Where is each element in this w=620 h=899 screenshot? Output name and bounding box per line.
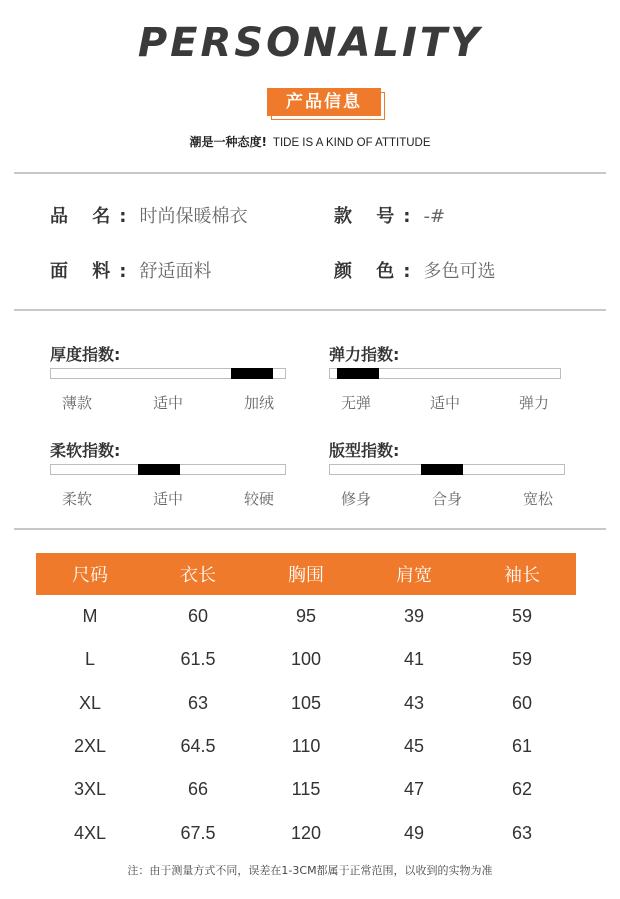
table-cell: M [82, 606, 98, 627]
column-header: 衣长 [144, 553, 252, 595]
index-marker [138, 464, 180, 475]
tagline [0, 133, 620, 150]
table-cell: 63 [511, 822, 533, 843]
table-cell: 63 [187, 692, 209, 713]
table-cell: 4XL [73, 822, 107, 843]
table-cell: 95 [295, 606, 317, 627]
index-title: 弹力指数: [329, 345, 400, 364]
index-fit [329, 438, 565, 509]
table-cell: 62 [511, 779, 533, 800]
table-row [36, 811, 576, 854]
tagline-cn: 潮是一种态度! [189, 135, 267, 149]
info-fabric [50, 257, 211, 283]
index-bar [329, 464, 565, 475]
table-cell: 100 [290, 649, 322, 670]
table-cell: 59 [511, 649, 533, 670]
table-row [36, 725, 576, 768]
index-label: 宽松 [522, 490, 553, 508]
info-color-value: 多色可选 [423, 261, 496, 282]
table-cell: 61 [511, 736, 533, 757]
index-bar [50, 464, 286, 475]
index-marker [231, 368, 273, 379]
table-cell: 105 [290, 692, 322, 713]
column-header: 尺码 [36, 553, 144, 595]
info-model [334, 202, 445, 228]
table-cell: XL [78, 692, 102, 713]
index-label: 适中 [429, 394, 460, 412]
index-label: 合身 [431, 490, 462, 508]
info-name [50, 202, 247, 228]
index-labels [50, 488, 286, 509]
tagline-en: TIDE IS A KIND OF ATTITUDE [272, 137, 431, 149]
index-marker [421, 464, 463, 475]
info-name-label: 品 名: [50, 206, 136, 227]
index-label: 较硬 [243, 490, 274, 508]
index-title: 版型指数: [329, 441, 400, 460]
index-bar [50, 368, 286, 379]
section-badge [267, 88, 381, 116]
table-cell: 39 [403, 606, 425, 627]
index-label: 弹力 [518, 394, 549, 412]
index-title: 厚度指数: [50, 345, 121, 364]
table-cell: 3XL [73, 779, 107, 800]
divider [14, 528, 606, 530]
info-color [334, 257, 495, 283]
table-cell: 120 [290, 822, 322, 843]
index-label: 加绒 [243, 394, 274, 412]
column-header: 胸围 [252, 553, 360, 595]
index-label: 适中 [152, 490, 183, 508]
size-table-header [36, 553, 576, 595]
info-name-value: 时尚保暖棉衣 [139, 206, 248, 227]
index-label: 薄款 [62, 394, 93, 412]
index-labels [50, 392, 286, 413]
table-cell: 43 [403, 692, 425, 713]
info-color-label: 颜 色: [334, 261, 420, 282]
table-cell: 67.5 [180, 822, 216, 843]
index-bar [329, 368, 561, 379]
info-model-label: 款 号: [334, 206, 420, 227]
index-label: 修身 [341, 490, 372, 508]
info-model-value: -# [423, 206, 446, 227]
footnote: 注：由于测量方式不同，误差在1-3CM都属于正常范围，以收到的实物为准 [127, 864, 493, 877]
table-cell: L [84, 649, 95, 670]
index-title: 柔软指数: [50, 441, 121, 460]
brand-logo: PERSONALITY [137, 20, 483, 66]
column-header: 肩宽 [360, 553, 468, 595]
table-cell: 110 [291, 736, 321, 757]
table-cell: 59 [511, 606, 533, 627]
table-cell: 64.5 [180, 736, 216, 757]
table-cell: 66 [187, 779, 209, 800]
table-cell: 61.5 [180, 649, 216, 670]
index-elasticity [329, 342, 561, 413]
index-thickness [50, 342, 286, 413]
info-fabric-label: 面 料: [50, 261, 136, 282]
table-cell: 47 [403, 779, 425, 800]
table-row [36, 768, 576, 811]
table-row [36, 682, 576, 725]
index-labels [329, 392, 561, 413]
table-row [36, 595, 576, 638]
badge-label: 产品信息 [267, 88, 381, 116]
table-cell: 49 [403, 822, 425, 843]
index-label: 柔软 [62, 490, 93, 508]
table-cell: 2XL [73, 736, 107, 757]
size-table [36, 553, 576, 855]
table-cell: 60 [511, 692, 533, 713]
table-row [36, 638, 576, 681]
divider [14, 172, 606, 174]
table-cell: 41 [403, 649, 425, 670]
index-marker [337, 368, 379, 379]
column-header: 袖长 [468, 553, 576, 595]
table-cell: 45 [403, 736, 425, 757]
index-label: 适中 [152, 394, 183, 412]
table-cell: 115 [291, 779, 321, 800]
divider [14, 309, 606, 311]
index-labels [329, 488, 565, 509]
table-cell: 60 [187, 606, 209, 627]
info-fabric-value: 舒适面料 [139, 261, 212, 282]
index-label: 无弹 [341, 394, 372, 412]
index-softness [50, 438, 286, 509]
